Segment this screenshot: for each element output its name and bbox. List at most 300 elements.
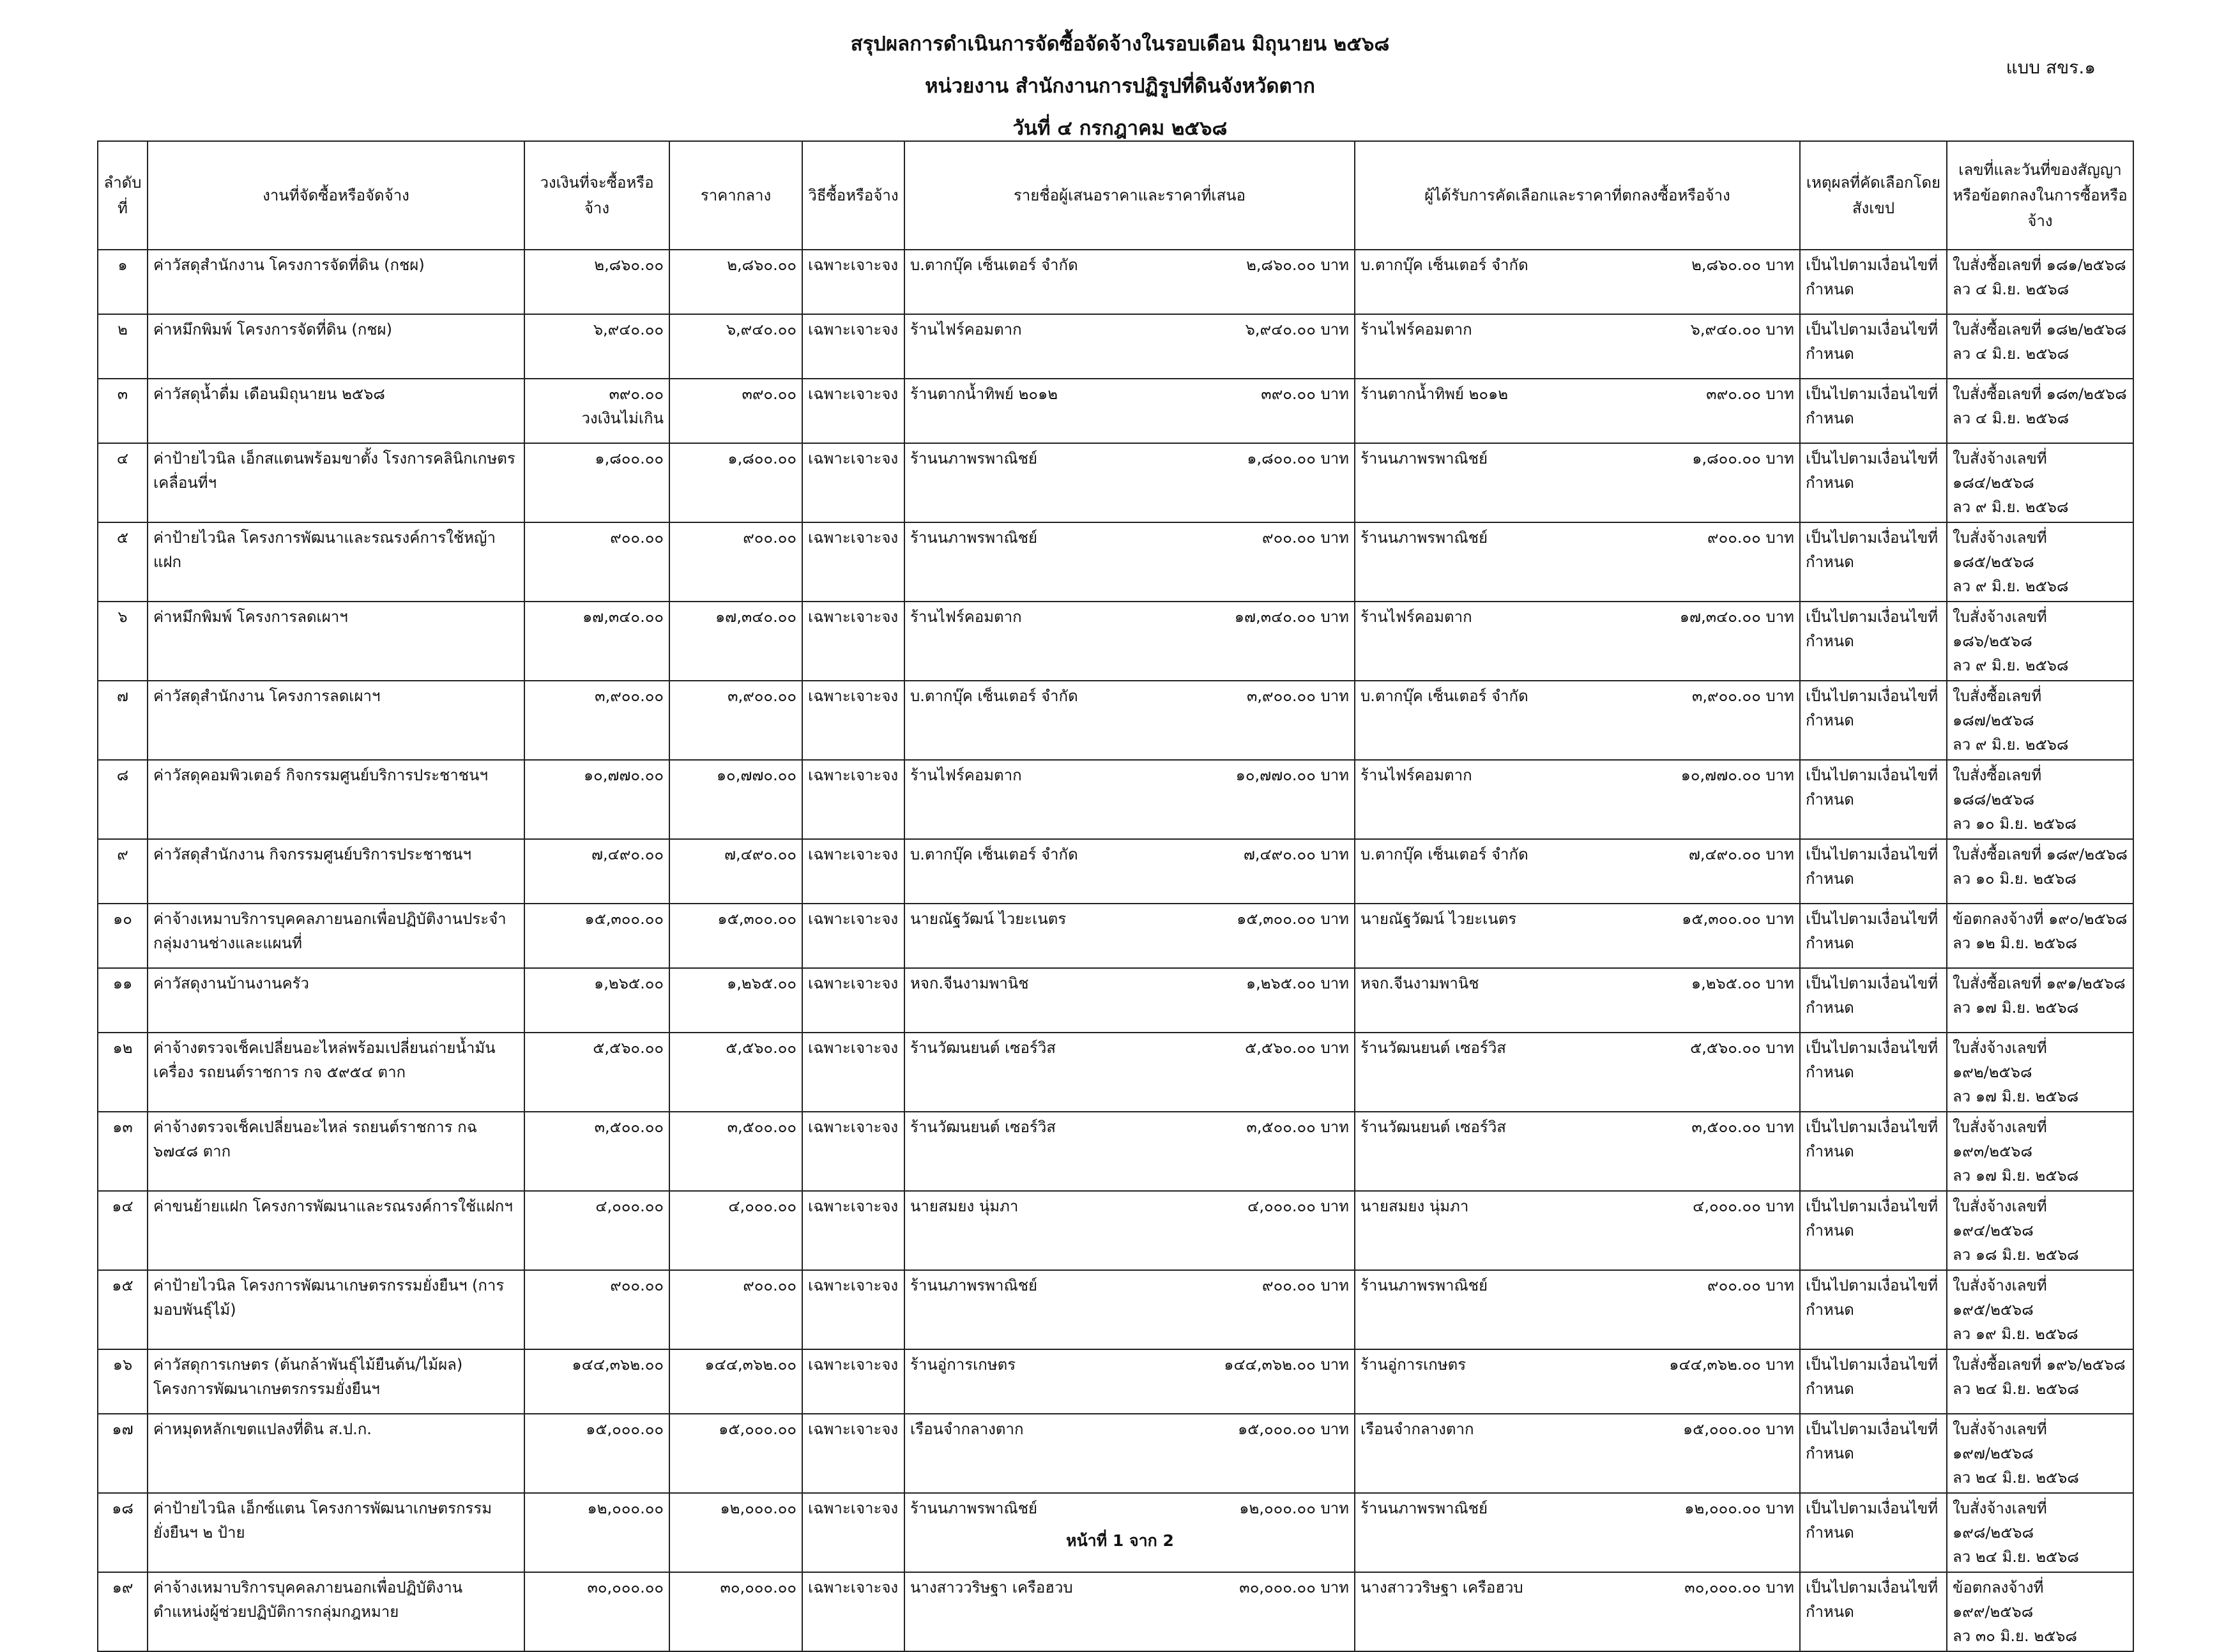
selection-reason: เป็นไปตามเงื่อนไขที่กำหนด [1800,314,1947,379]
budget-cell [524,839,669,904]
contract-date: ลว ๒๔ มิ.ย. ๒๕๖๘ [1953,1380,2079,1398]
budget-amount: ๑๕,๐๐๐.๐๐ [586,1420,664,1438]
selection-reason: เป็นไปตามเงื่อนไขที่กำหนด [1800,379,1947,443]
win-amount: ๑๕,๐๐๐.๐๐ บาท [1682,1420,1794,1438]
contract-number: ใบสั่งจ้างเลขที่ ๑๙๘/๒๕๖๘ [1953,1499,2047,1542]
bidder-name: ร้านอู่การเกษตร [910,1356,1016,1374]
winner-name: บ.ตากบุ๊ค เซ็นเตอร์ จำกัด [1360,256,1528,274]
win-amount: ๑,๘๐๐.๐๐ บาท [1692,450,1794,467]
procurement-method: เฉพาะเจาะจง [802,1493,904,1572]
win-amount: ๑๕,๓๐๐.๐๐ บาท [1682,910,1794,928]
row-number: ๑ [98,250,148,314]
contract-date: ลว ๑๐ มิ.ย. ๒๕๖๘ [1953,815,2076,833]
bidder-name: นายสมยง นุ่มภา [910,1197,1019,1215]
work-description: ค่าป้ายไวนิล เอ็กซ์แตน โครงการพัฒนาเกษตรกรรมยั่งยืนฯ ๒ ป้าย [148,1493,524,1572]
col-header-method: วิธีซื้อหรือจ้าง [802,141,904,250]
work-description: ค่าวัสดุงานบ้านงานครัว [148,968,524,1033]
bidder-cell [904,314,1355,379]
winner-name: ร้านนภาพรพาณิชย์ [1360,450,1488,467]
bidder-name: นางสาววริษฐา เครือฮวบ [910,1579,1073,1596]
contract-cell [1947,681,2133,760]
bid-amount: ๔,๐๐๐.๐๐ บาท [1247,1197,1349,1215]
procurement-method: เฉพาะเจาะจง [802,522,904,602]
table-row [98,1033,2133,1112]
budget-cell [524,1414,669,1493]
row-number: ๑๙ [98,1572,148,1651]
work-description: ค่าวัสดุน้ำดื่ม เดือนมิถุนายน ๒๕๖๘ [148,379,524,443]
row-number: ๓ [98,379,148,443]
bid-amount: ๓,๕๐๐.๐๐ บาท [1246,1118,1349,1136]
win-amount: ๓๙๐.๐๐ บาท [1706,385,1794,403]
winner-cell [1355,443,1800,522]
winner-name: ร้านอู่การเกษตร [1360,1356,1467,1374]
bidder-cell [904,443,1355,522]
win-amount: ๓,๙๐๐.๐๐ บาท [1692,687,1794,705]
contract-cell [1947,314,2133,379]
bidder-name: ร้านไฟร์คอมตาก [910,608,1022,626]
bidder-name: บ.ตากบุ๊ค เซ็นเตอร์ จำกัด [910,256,1078,274]
winner-cell [1355,1270,1800,1349]
table-row [98,1572,2133,1651]
budget-amount: ๔,๐๐๐.๐๐ [595,1197,664,1215]
contract-number: ข้อตกลงจ้างที่ ๑๙๙/๒๕๖๘ [1953,1579,2044,1621]
budget-amount: ๗,๔๙๐.๐๐ [591,845,664,863]
selection-reason: เป็นไปตามเงื่อนไขที่กำหนด [1800,522,1947,602]
work-description: ค่าจ้างตรวจเช็คเปลี่ยนอะไหล่ รถยนต์ราชการ กฉ ๖๗๔๘ ตาก [148,1112,524,1191]
bidder-cell [904,1572,1355,1651]
winner-name: ร้านไฟร์คอมตาก [1360,766,1472,784]
median-price: ๔,๐๐๐.๐๐ [669,1191,802,1270]
winner-name: เรือนจำกลางตาก [1360,1420,1474,1438]
table-body [98,250,2133,1651]
winner-name: ร้านวัฒนยนต์ เซอร์วิส [1360,1118,1506,1136]
median-price: ๖,๙๔๐.๐๐ [669,314,802,379]
median-price: ๑,๒๖๕.๐๐ [669,968,802,1033]
budget-amount: ๓๙๐.๐๐ [609,385,664,403]
contract-cell [1947,1191,2133,1270]
bidder-name: ร้านนภาพรพาณิชย์ [910,1277,1038,1294]
contract-date: ลว ๙ มิ.ย. ๒๕๖๘ [1953,577,2069,595]
winner-cell [1355,681,1800,760]
selection-reason: เป็นไปตามเงื่อนไขที่กำหนด [1800,1191,1947,1270]
winner-name: ร้านไฟร์คอมตาก [1360,321,1472,338]
budget-cell [524,250,669,314]
bidder-cell [904,681,1355,760]
col-header-no: ลำดับที่ [98,141,148,250]
budget-cell [524,1191,669,1270]
budget-amount: ๓,๕๐๐.๐๐ [594,1118,664,1136]
winner-name: นายสมยง นุ่มภา [1360,1197,1469,1215]
contract-number: ใบสั่งจ้างเลขที่ ๑๙๗/๒๕๖๘ [1953,1420,2047,1462]
row-number: ๑๗ [98,1414,148,1493]
contract-date: ลว ๓๐ มิ.ย. ๒๕๖๘ [1953,1627,2077,1645]
col-header-reason: เหตุผลที่คัดเลือกโดยสังเขป [1800,141,1947,250]
bidder-cell [904,904,1355,968]
budget-amount: ๖,๙๔๐.๐๐ [593,321,664,338]
table-row [98,602,2133,681]
work-description: ค่าวัสดุสำนักงาน โครงการจัดที่ดิน (กชผ) [148,250,524,314]
winner-name: ร้านไฟร์คอมตาก [1360,608,1472,626]
win-amount: ๔,๐๐๐.๐๐ บาท [1693,1197,1794,1215]
winner-name: นางสาววริษฐา เครือฮวบ [1360,1579,1523,1596]
contract-number: ใบสั่งซื้อเลขที่ ๑๘๑/๒๕๖๘ [1953,256,2126,274]
median-price: ๑๕,๓๐๐.๐๐ [669,904,802,968]
bidder-name: ร้านนภาพรพาณิชย์ [910,1499,1038,1517]
bidder-cell [904,1270,1355,1349]
work-description: ค่าหมึกพิมพ์ โครงการจัดที่ดิน (กชผ) [148,314,524,379]
win-amount: ๒,๘๖๐.๐๐ บาท [1691,256,1794,274]
winner-name: หจก.จีนงามพานิช [1360,974,1479,992]
bidder-cell [904,760,1355,839]
median-price: ๗,๔๙๐.๐๐ [669,839,802,904]
selection-reason: เป็นไปตามเงื่อนไขที่กำหนด [1800,1349,1947,1414]
budget-cell [524,602,669,681]
procurement-method: เฉพาะเจาะจง [802,1191,904,1270]
budget-cell [524,522,669,602]
contract-date: ลว ๙ มิ.ย. ๒๕๖๘ [1953,498,2069,516]
budget-amount: ๕,๕๖๐.๐๐ [593,1039,664,1057]
budget-cell [524,443,669,522]
procurement-method: เฉพาะเจาะจง [802,602,904,681]
table-row [98,443,2133,522]
table-row [98,1270,2133,1349]
procurement-method: เฉพาะเจาะจง [802,250,904,314]
bidder-cell [904,602,1355,681]
contract-number: ใบสั่งซื้อเลขที่ ๑๙๖/๒๕๖๘ [1953,1356,2126,1374]
budget-amount: ๑๗,๓๔๐.๐๐ [582,608,664,626]
procurement-method: เฉพาะเจาะจง [802,760,904,839]
median-price: ๑๗,๓๔๐.๐๐ [669,602,802,681]
selection-reason: เป็นไปตามเงื่อนไขที่กำหนด [1800,1414,1947,1493]
col-header-winner: ผู้ได้รับการคัดเลือกและราคาที่ตกลงซื้อหรือจ้าง [1355,141,1800,250]
work-description: ค่าหมึกพิมพ์ โครงการลดเผาฯ [148,602,524,681]
win-amount: ๓,๕๐๐.๐๐ บาท [1691,1118,1794,1136]
winner-name: ร้านนภาพรพาณิชย์ [1360,1277,1488,1294]
row-number: ๑๕ [98,1270,148,1349]
contract-cell [1947,1270,2133,1349]
work-description: ค่าหมุดหลักเขตแปลงที่ดิน ส.ป.ก. [148,1414,524,1493]
contract-number: ใบสั่งจ้างเลขที่ ๑๘๖/๒๕๖๘ [1953,608,2047,650]
winner-name: ร้านนภาพรพาณิชย์ [1360,1499,1488,1517]
budget-cell [524,1270,669,1349]
win-amount: ๗,๔๙๐.๐๐ บาท [1688,845,1794,863]
win-amount: ๙๐๐.๐๐ บาท [1707,529,1794,547]
budget-cell [524,379,669,443]
contract-cell [1947,250,2133,314]
winner-cell [1355,1191,1800,1270]
winner-name: ร้านวัฒนยนต์ เซอร์วิส [1360,1039,1506,1057]
procurement-method: เฉพาะเจาะจง [802,968,904,1033]
winner-cell [1355,250,1800,314]
row-number: ๑๒ [98,1033,148,1112]
contract-date: ลว ๑๙ มิ.ย. ๒๕๖๘ [1953,1325,2078,1343]
bidder-name: หจก.จีนงามพานิช [910,974,1029,992]
contract-number: ใบสั่งจ้างเลขที่ ๑๙๔/๒๕๖๘ [1953,1197,2047,1239]
contract-date: ลว ๑๐ มิ.ย. ๒๕๖๘ [1953,870,2076,888]
contract-cell [1947,1572,2133,1651]
contract-cell [1947,1033,2133,1112]
document-title: สรุปผลการดำเนินการจัดซื้อจัดจ้างในรอบเดือน มิถุนายน ๒๕๖๘ [850,33,1390,56]
bidder-cell [904,1033,1355,1112]
selection-reason: เป็นไปตามเงื่อนไขที่กำหนด [1800,602,1947,681]
median-price: ๒,๘๖๐.๐๐ [669,250,802,314]
bid-amount: ๑,๘๐๐.๐๐ บาท [1247,450,1349,467]
winner-cell [1355,1572,1800,1651]
contract-number: ใบสั่งซื้อเลขที่ ๑๘๒/๒๕๖๘ [1953,321,2127,338]
bid-amount: ๑๕,๐๐๐.๐๐ บาท [1237,1420,1349,1438]
winner-cell [1355,760,1800,839]
bid-amount: ๑๗,๓๔๐.๐๐ บาท [1234,608,1349,626]
contract-date: ลว ๙ มิ.ย. ๒๕๖๘ [1953,736,2069,754]
bidder-name: ร้านวัฒนยนต์ เซอร์วิส [910,1118,1056,1136]
contract-date: ลว ๑๗ มิ.ย. ๒๕๖๘ [1953,1167,2079,1185]
median-price: ๓,๙๐๐.๐๐ [669,681,802,760]
winner-cell [1355,968,1800,1033]
procurement-method: เฉพาะเจาะจง [802,839,904,904]
row-number: ๑๐ [98,904,148,968]
contract-date: ลว ๑๒ มิ.ย. ๒๕๖๘ [1953,934,2077,952]
col-header-budget: วงเงินที่จะซื้อหรือจ้าง [524,141,669,250]
budget-amount: ๑๒,๐๐๐.๐๐ [587,1499,664,1517]
procurement-method: เฉพาะเจาะจง [802,1112,904,1191]
procurement-method: เฉพาะเจาะจง [802,681,904,760]
selection-reason: เป็นไปตามเงื่อนไขที่กำหนด [1800,1112,1947,1191]
agency-name: หน่วยงาน สำนักงานการปฏิรูปที่ดินจังหวัดตาก [925,75,1315,98]
work-description: ค่าจ้างตรวจเช็คเปลี่ยนอะไหล่พร้อมเปลี่ยนถ่ายน้ำมันเครื่อง รถยนต์ราชการ กจ ๕๙๕๔ ตาก [148,1033,524,1112]
win-amount: ๑๐,๗๗๐.๐๐ บาท [1680,766,1794,784]
bidder-name: ร้านนภาพรพาณิชย์ [910,529,1038,547]
winner-cell [1355,839,1800,904]
budget-cell [524,1349,669,1414]
bidder-name: ร้านตากน้ำทิพย์ ๒๐๑๒ [910,385,1058,403]
bidder-cell [904,1191,1355,1270]
bid-amount: ๙๐๐.๐๐ บาท [1262,1277,1349,1294]
budget-amount: ๑๕,๓๐๐.๐๐ [584,910,664,928]
procurement-method: เฉพาะเจาะจง [802,443,904,522]
procurement-method: เฉพาะเจาะจง [802,379,904,443]
selection-reason: เป็นไปตามเงื่อนไขที่กำหนด [1800,904,1947,968]
page-number: หน้าที่ 1 จาก 2 [1066,1531,1174,1550]
contract-date: ลว ๒๔ มิ.ย. ๒๕๖๘ [1953,1469,2079,1487]
median-price: ๓๐,๐๐๐.๐๐ [669,1572,802,1651]
bid-amount: ๕,๕๖๐.๐๐ บาท [1245,1039,1349,1057]
work-description: ค่าขนย้ายแฝก โครงการพัฒนาและรณรงค์การใช้แฝกฯ [148,1191,524,1270]
winner-cell [1355,522,1800,602]
work-description: ค่าวัสดุการเกษตร (ต้นกล้าพันธุ์ไม้ยืนต้น/ไม้ผล) โครงการพัฒนาเกษตรกรรมยั่งยืนฯ [148,1349,524,1414]
bid-amount: ๓๐,๐๐๐.๐๐ บาท [1239,1579,1349,1596]
procurement-method: เฉพาะเจาะจง [802,1349,904,1414]
contract-cell [1947,1112,2133,1191]
contract-date: ลว ๔ มิ.ย. ๒๕๖๘ [1953,409,2069,427]
bid-amount: ๑๔๔,๓๖๒.๐๐ บาท [1224,1356,1349,1374]
procurement-table [97,140,2134,1652]
winner-name: นายณัฐวัฒน์ ไวยะเนตร [1360,910,1517,928]
budget-cell [524,904,669,968]
selection-reason: เป็นไปตามเงื่อนไขที่กำหนด [1800,1572,1947,1651]
bidder-name: ร้านไฟร์คอมตาก [910,766,1022,784]
selection-reason: เป็นไปตามเงื่อนไขที่กำหนด [1800,250,1947,314]
win-amount: ๕,๕๖๐.๐๐ บาท [1690,1039,1794,1057]
col-header-work: งานที่จัดซื้อหรือจัดจ้าง [148,141,524,250]
table-row [98,1112,2133,1191]
bid-amount: ๑๒,๐๐๐.๐๐ บาท [1239,1499,1349,1517]
budget-amount: ๒,๘๖๐.๐๐ [594,256,664,274]
contract-number: ใบสั่งซื้อเลขที่ ๑๘๘/๒๕๖๘ [1953,766,2042,808]
budget-cell [524,314,669,379]
table-row [98,904,2133,968]
winner-cell [1355,1033,1800,1112]
selection-reason: เป็นไปตามเงื่อนไขที่กำหนด [1800,760,1947,839]
table-row [98,681,2133,760]
row-number: ๒ [98,314,148,379]
procurement-method: เฉพาะเจาะจง [802,314,904,379]
winner-cell [1355,379,1800,443]
selection-reason: เป็นไปตามเงื่อนไขที่กำหนด [1800,1270,1947,1349]
budget-amount: ๙๐๐.๐๐ [610,1277,664,1294]
row-number: ๘ [98,760,148,839]
budget-cell [524,760,669,839]
contract-number: ใบสั่งจ้างเลขที่ ๑๘๕/๒๕๖๘ [1953,529,2047,571]
bidder-name: เรือนจำกลางตาก [910,1420,1024,1438]
contract-cell [1947,904,2133,968]
bidder-name: บ.ตากบุ๊ค เซ็นเตอร์ จำกัด [910,687,1078,705]
row-number: ๗ [98,681,148,760]
table-row [98,968,2133,1033]
contract-cell [1947,443,2133,522]
budget-amount: ๑,๘๐๐.๐๐ [595,450,664,467]
win-amount: ๖,๙๔๐.๐๐ บาท [1690,321,1794,338]
contract-date: ลว ๔ มิ.ย. ๒๕๖๘ [1953,345,2069,363]
procurement-method: เฉพาะเจาะจง [802,904,904,968]
median-price: ๑,๘๐๐.๐๐ [669,443,802,522]
contract-cell [1947,839,2133,904]
budget-amount: ๓,๙๐๐.๐๐ [595,687,664,705]
work-description: ค่าวัสดุสำนักงาน กิจกรรมศูนย์บริการประชาชนฯ [148,839,524,904]
budget-note: วงเงินไม่เกิน [581,409,664,427]
bid-amount: ๑,๒๖๕.๐๐ บาท [1246,974,1349,992]
budget-cell [524,1112,669,1191]
contract-cell [1947,1414,2133,1493]
contract-date: ลว ๑๗ มิ.ย. ๒๕๖๘ [1953,1087,2079,1105]
form-code: แบบ สขร.๑ [2006,57,2096,78]
contract-date: ลว ๒๔ มิ.ย. ๒๕๖๘ [1953,1548,2079,1566]
table-header [98,141,2133,250]
contract-date: ลว ๔ มิ.ย. ๒๕๖๘ [1953,280,2069,298]
bidder-cell [904,839,1355,904]
win-amount: ๑๗,๓๔๐.๐๐ บาท [1679,608,1794,626]
win-amount: ๙๐๐.๐๐ บาท [1707,1277,1794,1294]
bid-amount: ๑๐,๗๗๐.๐๐ บาท [1235,766,1349,784]
contract-number: ใบสั่งซื้อเลขที่ ๑๘๗/๒๕๖๘ [1953,687,2042,729]
table-row [98,379,2133,443]
budget-cell [524,968,669,1033]
selection-reason: เป็นไปตามเงื่อนไขที่กำหนด [1800,681,1947,760]
contract-cell [1947,522,2133,602]
median-price: ๙๐๐.๐๐ [669,1270,802,1349]
bid-amount: ๓๙๐.๐๐ บาท [1261,385,1349,403]
col-header-median-price: ราคากลาง [669,141,802,250]
bidder-cell [904,379,1355,443]
budget-amount: ๑,๒๖๕.๐๐ [593,974,664,992]
work-description: ค่าวัสดุสำนักงาน โครงการลดเผาฯ [148,681,524,760]
win-amount: ๑๒,๐๐๐.๐๐ บาท [1684,1499,1794,1517]
contract-number: ใบสั่งซื้อเลขที่ ๑๘๙/๒๕๖๘ [1953,845,2128,863]
budget-cell [524,1572,669,1651]
table-row [98,314,2133,379]
win-amount: ๓๐,๐๐๐.๐๐ บาท [1684,1579,1794,1596]
procurement-method: เฉพาะเจาะจง [802,1572,904,1651]
col-header-contract: เลขที่และวันที่ของสัญญาหรือข้อตกลงในการซื้อหรือจ้าง [1947,141,2133,250]
win-amount: ๑๔๔,๓๖๒.๐๐ บาท [1669,1356,1794,1374]
selection-reason: เป็นไปตามเงื่อนไขที่กำหนด [1800,443,1947,522]
document-date: วันที่ ๔ กรกฎาคม ๒๕๖๘ [1012,117,1228,140]
bid-amount: ๗,๔๙๐.๐๐ บาท [1243,845,1349,863]
title-block [0,23,2240,149]
table-row [98,760,2133,839]
table-row [98,839,2133,904]
contract-number: ใบสั่งจ้างเลขที่ ๑๘๔/๒๕๖๘ [1953,450,2047,492]
work-description: ค่าจ้างเหมาบริการบุคคลภายนอกเพื่อปฏิบัติงานตำแหน่งผู้ช่วยปฏิบัติการกลุ่มกฎหมาย [148,1572,524,1651]
budget-amount: ๓๐,๐๐๐.๐๐ [587,1579,664,1596]
work-description: ค่าป้ายไวนิล โครงการพัฒนาเกษตรกรรมยั่งยืนฯ (การมอบพันธุ์ไม้) [148,1270,524,1349]
contract-date: ลว ๑๗ มิ.ย. ๒๕๖๘ [1953,999,2079,1017]
bidder-name: ร้านไฟร์คอมตาก [910,321,1022,338]
contract-number: ใบสั่งจ้างเลขที่ ๑๙๓/๒๕๖๘ [1953,1118,2047,1160]
contract-cell [1947,379,2133,443]
table-row [98,1349,2133,1414]
row-number: ๕ [98,522,148,602]
table-row [98,1191,2133,1270]
bid-amount: ๑๕,๓๐๐.๐๐ บาท [1237,910,1349,928]
work-description: ค่าป้ายไวนิล โครงการพัฒนาและรณรงค์การใช้หญ้าแฝก [148,522,524,602]
contract-cell [1947,760,2133,839]
table-row [98,1414,2133,1493]
bid-amount: ๖,๙๔๐.๐๐ บาท [1245,321,1349,338]
selection-reason: เป็นไปตามเงื่อนไขที่กำหนด [1800,968,1947,1033]
work-description: ค่าวัสดุคอมพิวเตอร์ กิจกรรมศูนย์บริการประชาชนฯ [148,760,524,839]
win-amount: ๑,๒๖๕.๐๐ บาท [1691,974,1794,992]
median-price: ๓,๕๐๐.๐๐ [669,1112,802,1191]
contract-cell [1947,602,2133,681]
bidder-name: ร้านวัฒนยนต์ เซอร์วิส [910,1039,1056,1057]
contract-number: ข้อตกลงจ้างที่ ๑๙๐/๒๕๖๘ [1953,910,2128,928]
winner-cell [1355,602,1800,681]
winner-name: ร้านนภาพรพาณิชย์ [1360,529,1488,547]
bidder-cell [904,968,1355,1033]
row-number: ๙ [98,839,148,904]
procurement-method: เฉพาะเจาะจง [802,1414,904,1493]
row-number: ๑๖ [98,1349,148,1414]
row-number: ๑๓ [98,1112,148,1191]
winner-cell [1355,314,1800,379]
procurement-method: เฉพาะเจาะจง [802,1270,904,1349]
contract-date: ลว ๑๘ มิ.ย. ๒๕๖๘ [1953,1246,2079,1264]
bidder-cell [904,1349,1355,1414]
row-number: ๔ [98,443,148,522]
winner-name: ร้านตากน้ำทิพย์ ๒๐๑๒ [1360,385,1509,403]
bid-amount: ๙๐๐.๐๐ บาท [1262,529,1349,547]
median-price: ๕,๕๖๐.๐๐ [669,1033,802,1112]
row-number: ๖ [98,602,148,681]
bidder-name: ร้านนภาพรพาณิชย์ [910,450,1038,467]
median-price: ๓๙๐.๐๐ [669,379,802,443]
contract-cell [1947,968,2133,1033]
bidder-name: นายณัฐวัฒน์ ไวยะเนตร [910,910,1067,928]
budget-cell [524,1033,669,1112]
bidder-cell [904,1414,1355,1493]
median-price: ๙๐๐.๐๐ [669,522,802,602]
bidder-cell [904,1112,1355,1191]
